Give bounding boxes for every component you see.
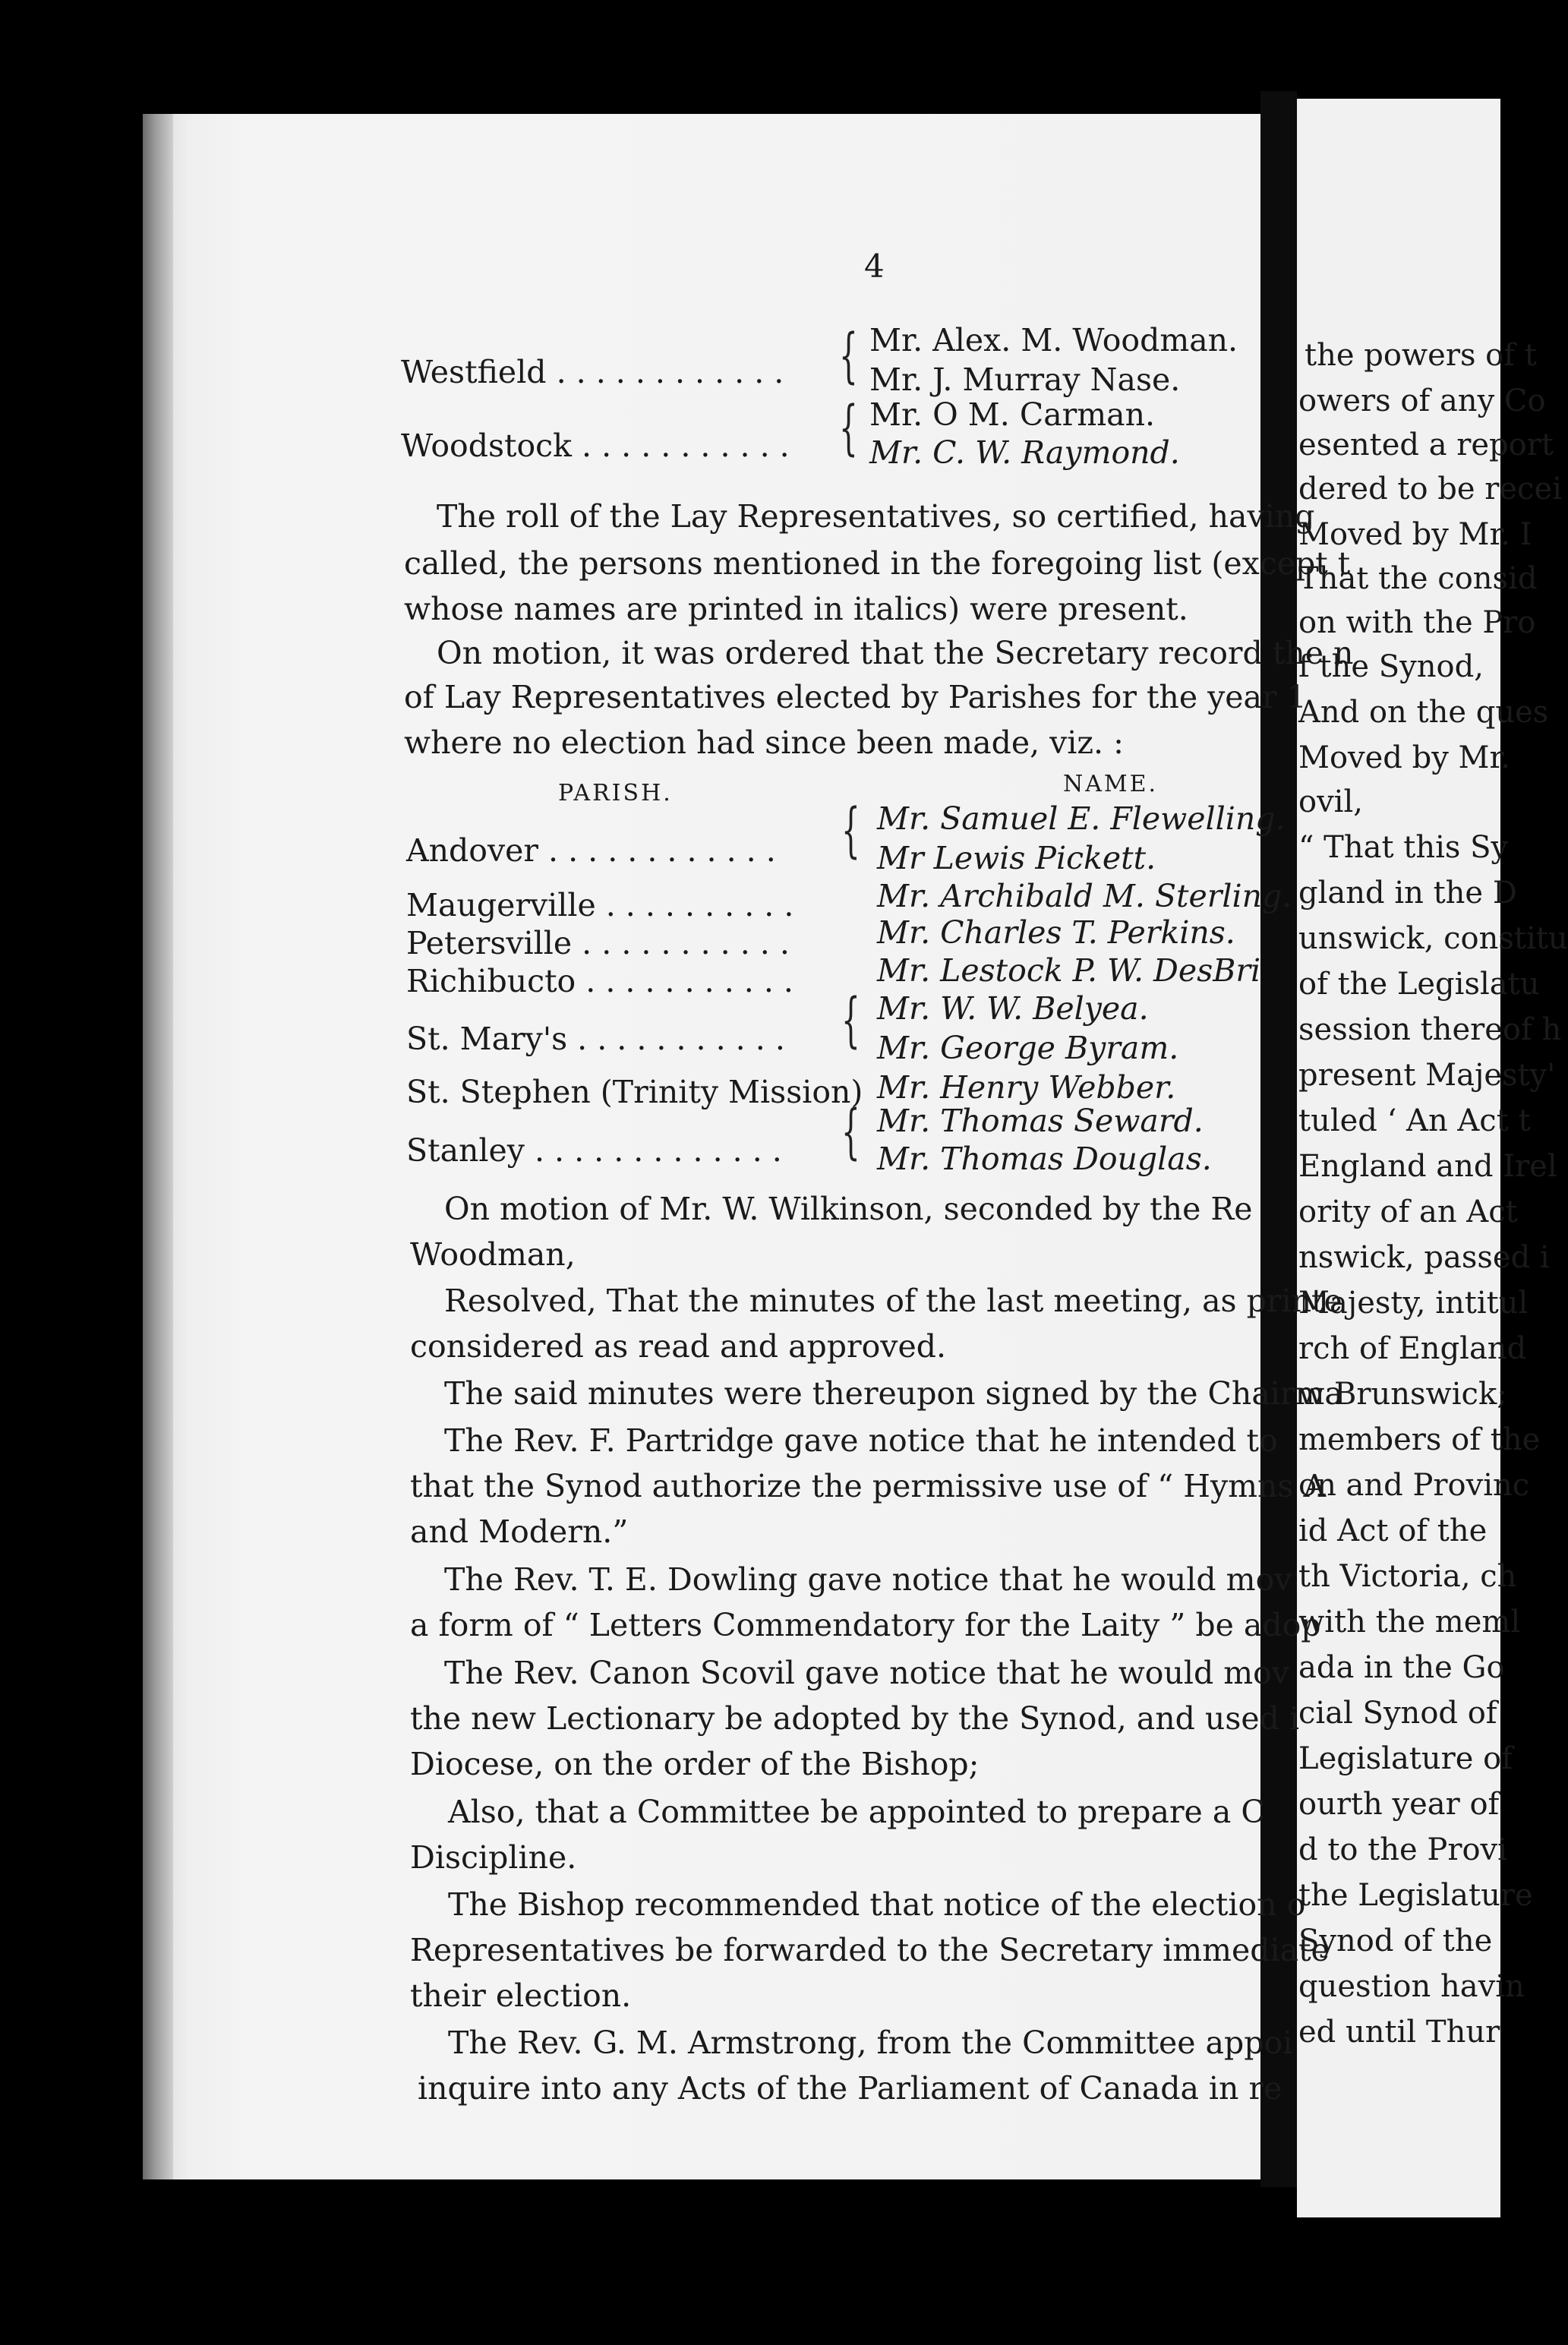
right-line: Moved by Mr.: [1298, 740, 1510, 775]
roll-place-woodstock: Woodstock . . . . . . . . . . .: [401, 428, 790, 464]
body-line: inquire into any Acts of the Parliament of Canada in re: [418, 2070, 1282, 2107]
body-line: The Rev. G. M. Armstrong, from the Committee appoi: [448, 2025, 1293, 2061]
right-line: That the consid: [1298, 561, 1538, 596]
right-line: “ That this Sy: [1298, 830, 1509, 865]
body-line: Representatives be forwarded to the Secretary immediate: [410, 1932, 1330, 1968]
right-line: f the Synod,: [1298, 649, 1484, 684]
right-line: rch of England: [1298, 1331, 1527, 1366]
body-line: the new Lectionary be adopted by the Synod, and used i: [410, 1700, 1300, 1737]
right-line: d to the Provi: [1298, 1832, 1507, 1867]
body-line: The Bishop recommended that notice of the election o: [448, 1886, 1306, 1923]
right-line: ed until Thur: [1298, 2015, 1500, 2050]
right-line: Synod of the: [1298, 1924, 1493, 1958]
body-line: a form of “ Letters Commendatory for the Laity ” be adop: [410, 1607, 1321, 1643]
roll-name: Mr. Alex. M. Woodman.: [869, 322, 1238, 358]
right-line: session thereof h: [1298, 1012, 1562, 1047]
right-line: the powers of t: [1305, 338, 1537, 373]
right-line: ada in the Go: [1298, 1650, 1505, 1685]
brace-andover: {: [841, 797, 860, 865]
right-line: ourth year of: [1298, 1787, 1500, 1822]
right-line: ovil,: [1298, 784, 1363, 819]
brace-westfield: {: [839, 322, 858, 390]
parish-name: Mr. W. W. Belyea.: [877, 990, 1149, 1027]
parish-richibucto: Richibucto . . . . . . . . . . .: [406, 963, 793, 999]
brace-woodstock: {: [839, 394, 858, 462]
body-line: The Rev. F. Partridge gave notice that he intended to: [444, 1422, 1278, 1459]
parish-name: Mr. Charles T. Perkins.: [877, 914, 1235, 951]
name-column-header: NAME.: [1063, 771, 1159, 797]
parish-name: Mr. Henry Webber.: [877, 1069, 1176, 1106]
parish-name: Mr. George Byram.: [877, 1030, 1179, 1066]
right-line: w Brunswick;: [1298, 1377, 1507, 1412]
body-line: Woodman,: [410, 1236, 576, 1273]
body-line: and Modern.”: [410, 1513, 629, 1550]
right-line: with the meml: [1298, 1605, 1521, 1640]
body-line: considered as read and approved.: [410, 1328, 947, 1365]
body-line: The Rev. Canon Scovil gave notice that he would mov: [444, 1655, 1289, 1691]
right-line: on and Provinc: [1298, 1468, 1530, 1503]
paragraph-line: of Lay Representatives elected by Parishes for the year 1: [404, 679, 1307, 715]
right-line: dered to be recei: [1298, 472, 1562, 507]
parish-name: Mr. Thomas Douglas.: [877, 1141, 1212, 1177]
right-line: gland in the D: [1298, 876, 1517, 911]
brace-stanley: {: [841, 1098, 860, 1166]
right-line: Majesty, intitul: [1298, 1286, 1529, 1321]
right-line: id Act of the: [1298, 1513, 1488, 1548]
right-line: Moved by Mr. I: [1298, 517, 1532, 552]
body-line: The said minutes were thereupon signed by the Chairma: [444, 1375, 1343, 1412]
parish-name: Mr Lewis Pickett.: [877, 840, 1156, 876]
paragraph-line: where no election had since been made, viz. :: [404, 724, 1124, 761]
body-line: Resolved, That the minutes of the last meeting, as printe: [444, 1283, 1342, 1319]
right-line: ority of an Act: [1298, 1195, 1518, 1229]
right-line: Legislature of: [1298, 1741, 1513, 1776]
right-line: And on the ques: [1298, 695, 1549, 730]
page-number: 4: [864, 248, 885, 285]
parish-stanley: Stanley . . . . . . . . . . . . .: [406, 1132, 782, 1169]
right-line: present Majesty': [1298, 1058, 1556, 1093]
body-line: their election.: [410, 1977, 632, 2014]
body-line: that the Synod authorize the permissive use of “ Hymns A: [410, 1468, 1327, 1504]
parish-andover: Andover . . . . . . . . . . . .: [406, 832, 776, 869]
right-line: on with the Pro: [1298, 605, 1536, 640]
parish-name: Mr. Samuel E. Flewelling.: [877, 800, 1286, 837]
paragraph-line: The roll of the Lay Representatives, so certified, having: [437, 498, 1315, 535]
right-line: th Victoria, ch: [1298, 1559, 1517, 1594]
paragraph-line: called, the persons mentioned in the foregoing list (except t: [404, 545, 1351, 582]
body-line: Discipline.: [410, 1839, 577, 1876]
right-line: esented a report: [1298, 428, 1554, 462]
parish-st-stephen: St. Stephen (Trinity Mission): [406, 1074, 863, 1110]
right-page-text: [1297, 99, 1568, 2217]
right-line: unswick, constitu: [1298, 921, 1568, 956]
body-line: The Rev. T. E. Dowling gave notice that he would mov: [444, 1561, 1292, 1598]
roll-place-westfield: Westfield . . . . . . . . . . . .: [401, 354, 784, 390]
roll-name: Mr. J. Murray Nase.: [869, 361, 1181, 398]
parish-column-header: PARISH.: [558, 780, 673, 806]
right-line: question havin: [1298, 1969, 1525, 2004]
right-line: the Legislature: [1298, 1878, 1533, 1913]
parish-name: Mr. Lestock P. W. DesBri: [877, 952, 1261, 989]
paragraph-line: whose names are printed in italics) were present.: [404, 591, 1188, 627]
parish-maugerville: Maugerville . . . . . . . . . .: [406, 887, 794, 923]
brace-st-marys: {: [841, 986, 860, 1055]
right-line: owers of any Co: [1298, 383, 1546, 418]
right-line: of the Legislatu: [1298, 967, 1540, 1002]
parish-name: Mr. Archibald M. Sterling.: [877, 878, 1292, 914]
right-line: cial Synod of: [1298, 1696, 1497, 1731]
roll-name: Mr. O M. Carman.: [869, 396, 1156, 433]
parish-petersville: Petersville . . . . . . . . . . .: [406, 925, 790, 961]
body-line: Also, that a Committee be appointed to prepare a C: [448, 1794, 1265, 1830]
right-line: tuled ‘ An Act t: [1298, 1103, 1531, 1138]
paragraph-line: On motion, it was ordered that the Secretary record the n: [437, 635, 1354, 671]
body-line: Diocese, on the order of the Bishop;: [410, 1746, 980, 1782]
book-gutter: [1260, 91, 1297, 2187]
page-edge: [143, 114, 173, 2179]
right-line: members of the: [1298, 1422, 1541, 1457]
parish-st-marys: St. Mary's . . . . . . . . . . .: [406, 1021, 785, 1057]
roll-name-italic: Mr. C. W. Raymond.: [869, 434, 1180, 471]
right-line: England and Irel: [1298, 1149, 1557, 1184]
right-line: nswick, passed i: [1298, 1240, 1550, 1275]
parish-name: Mr. Thomas Seward.: [877, 1103, 1204, 1139]
body-line: On motion of Mr. W. Wilkinson, seconded by the Re: [444, 1191, 1253, 1227]
